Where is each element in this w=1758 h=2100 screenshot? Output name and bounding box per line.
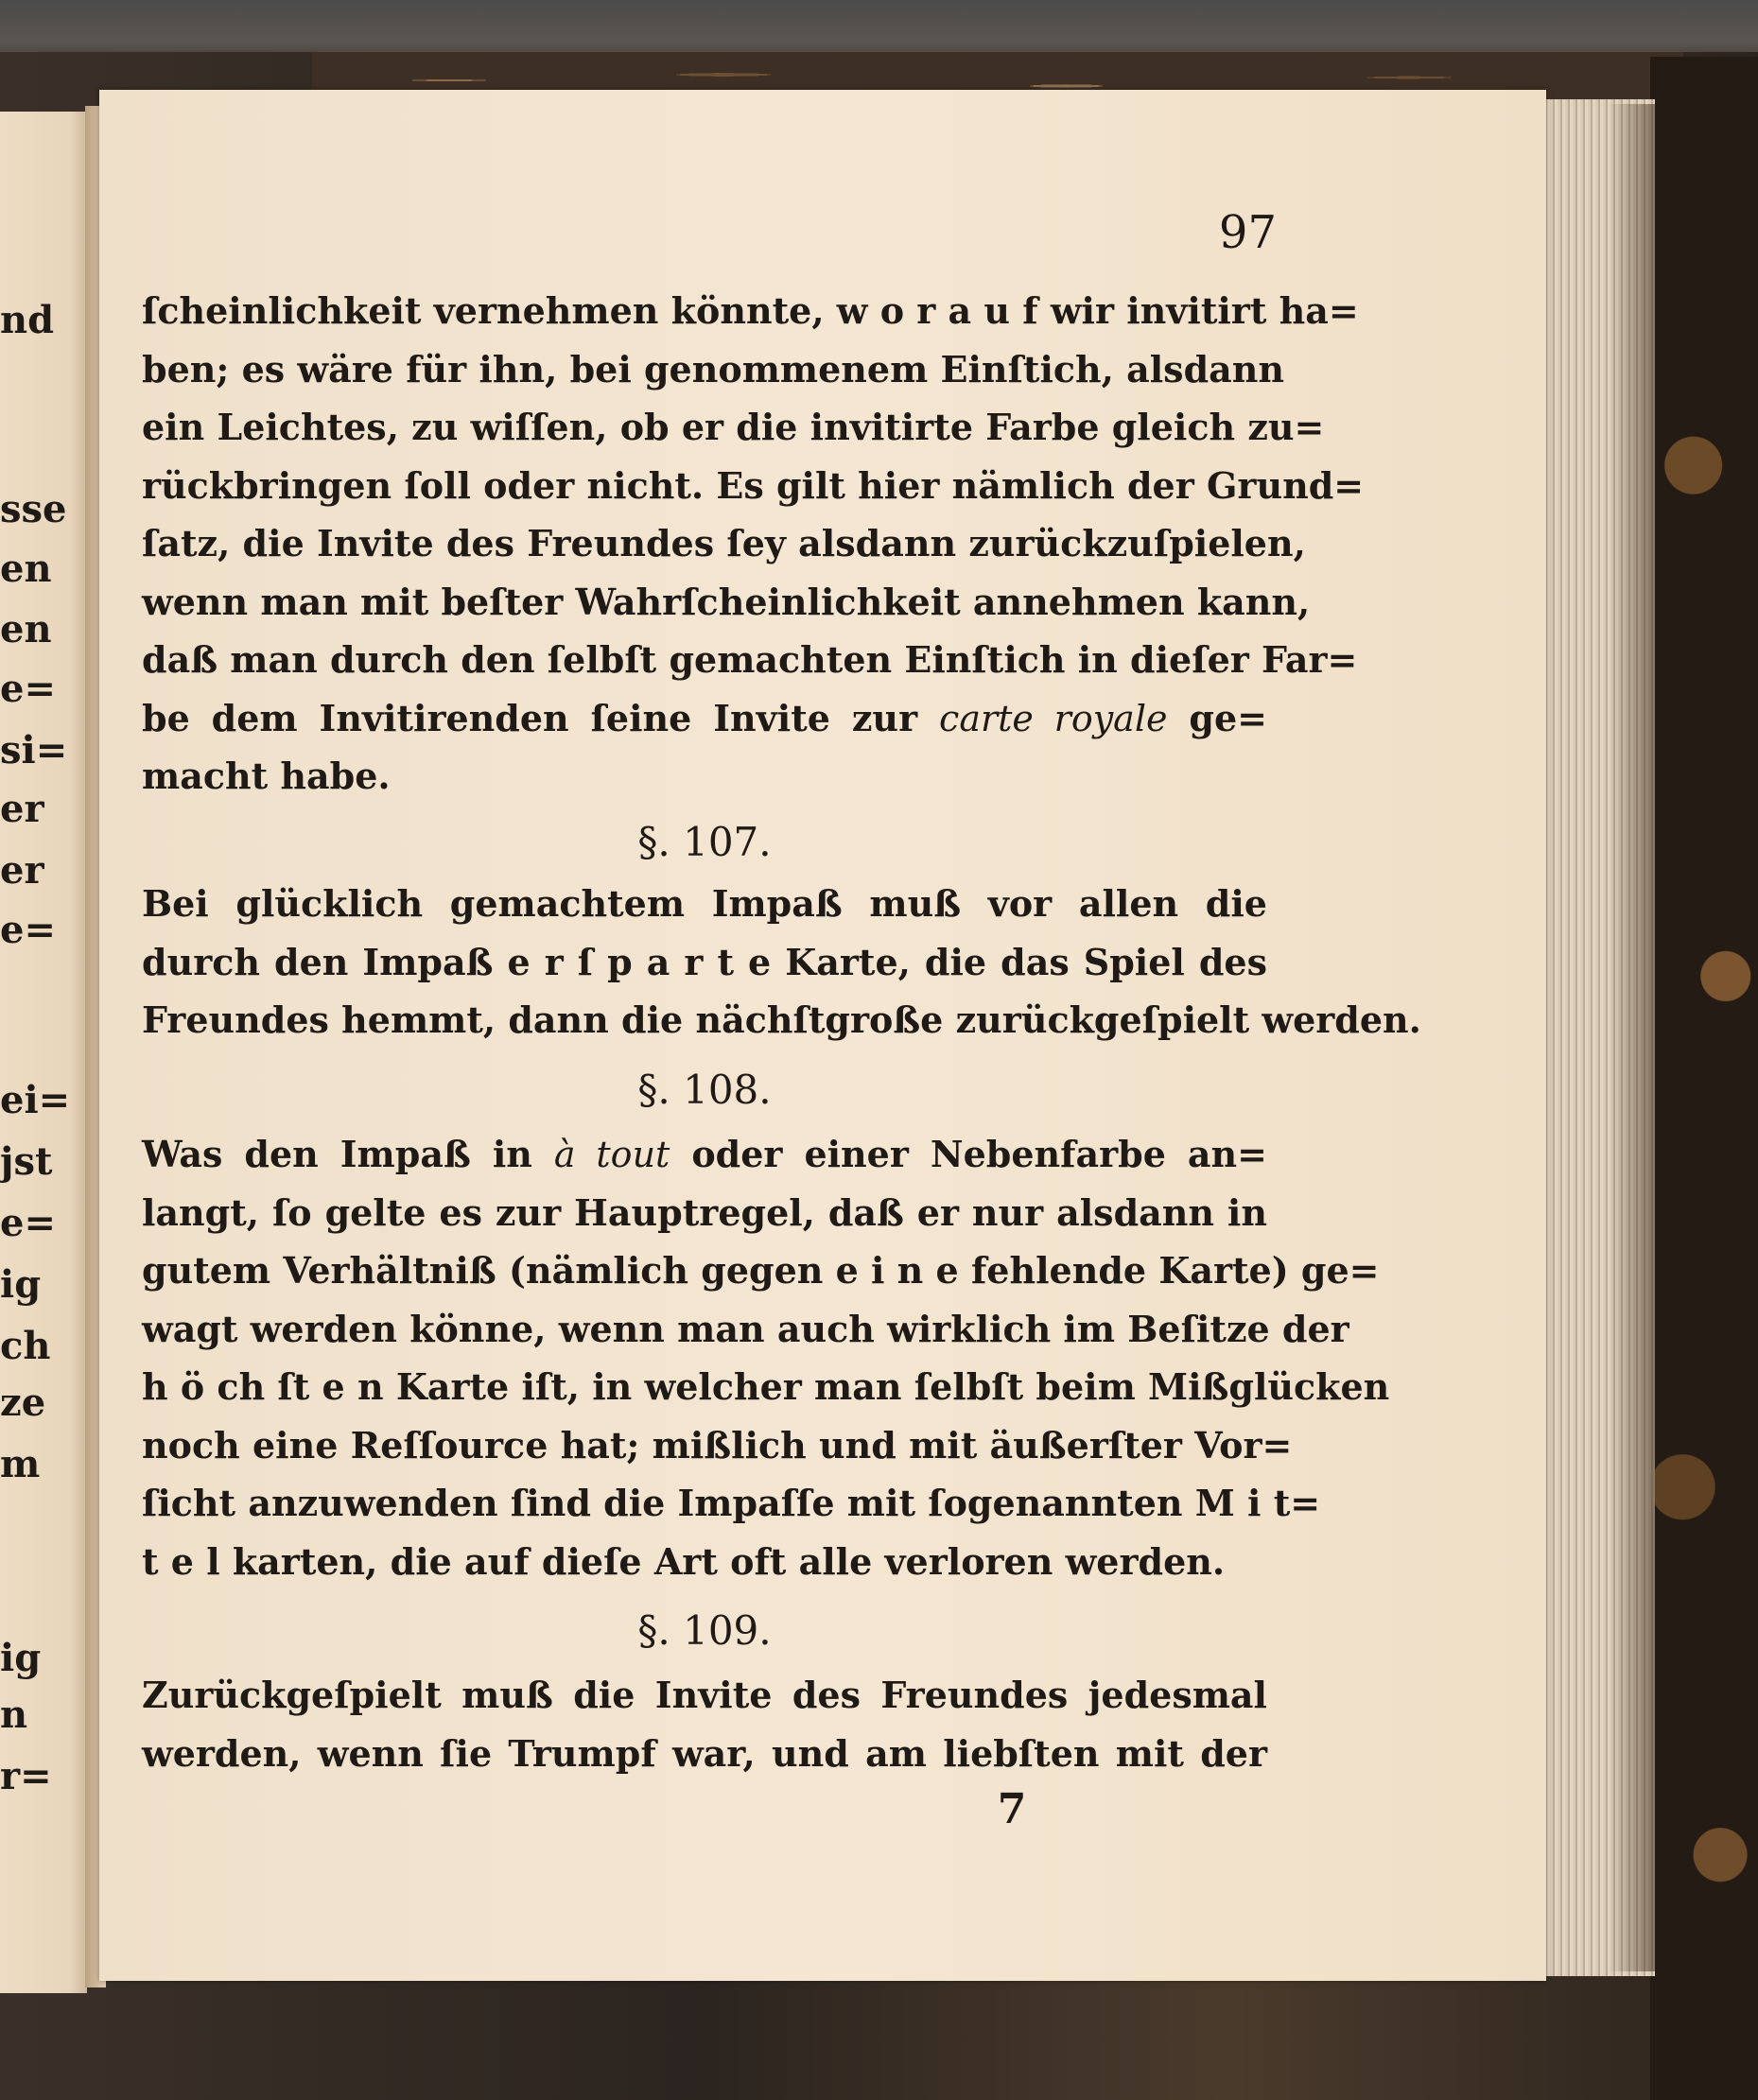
section-heading-109: §. 109. (637, 1607, 772, 1654)
text-line: gutem Verhältniß (nämlich gegen e i n e fehlende Karte) ge= (142, 1249, 1380, 1292)
text-line: langt, ſo gelte es zur Hauptregel, daß er nur alsdann in (142, 1190, 1267, 1234)
text-line: ben; es wäre für ihn, bei genommenem Einſtich, alsdann (142, 347, 1285, 390)
signature-mark: 7 (997, 1785, 1027, 1833)
text-line: Bei glücklich gemachtem Impaß muß vor allen die (142, 882, 1267, 925)
previous-page-fragment: er (0, 787, 44, 831)
previous-page-fragment: ch (0, 1324, 51, 1368)
text-line: daß man durch den ſelbſt gemachten Einſtich in dieſer Far= (142, 638, 1358, 681)
previous-page-fragment: ig (0, 1636, 42, 1680)
previous-page-fragment: m (0, 1442, 41, 1486)
previous-page-fragment: e= (0, 908, 56, 952)
text-line: ein Leichtes, zu wiſſen, ob er die invitirte Farbe gleich zu= (142, 406, 1325, 448)
text-segment: Was den Impaß in (142, 1133, 532, 1175)
text-line-mixed (142, 689, 1267, 748)
page-number: 97 (1218, 206, 1277, 259)
paragraph-3 (142, 1125, 1390, 1590)
text-line: Freundes hemmt, dann die nächſtgroße zurückgeſpielt werden. (142, 998, 1421, 1041)
previous-page-fragment: en (0, 607, 52, 651)
text-line: t e l karten, die auf dieſe Art oft alle verloren werden. (142, 1539, 1226, 1583)
text-line: ſcheinlichkeit vernehmen könnte, w o r a u f wir invitirt ha= (142, 289, 1359, 332)
text-line: ſatz, die Invite des Freundes ſey alsdann zurückzuſpielen, (142, 522, 1306, 564)
previous-page-fragment: e= (0, 1201, 56, 1245)
previous-page-edge (0, 112, 87, 1993)
text-line: ſicht anzuwenden ſind die Impaſſe mit ſogenannten M i t= (142, 1482, 1321, 1524)
paragraph-1 (142, 282, 1365, 806)
previous-page-fragment: er (0, 848, 44, 893)
previous-page-fragment: si= (0, 728, 68, 772)
text-line: werden, wenn ſie Trumpf war, und am liebſten mit der (142, 1731, 1267, 1775)
text-line: noch eine Reſſource hat; mißlich und mit äußerſter Vor= (142, 1423, 1293, 1467)
previous-page-fragment: r= (0, 1754, 52, 1798)
previous-page-fragment: ig (0, 1262, 42, 1307)
previous-page-fragment: nd (0, 298, 55, 342)
text-line: wagt werden könne, wenn man auch wirklich im Beſitze der (142, 1307, 1349, 1350)
text-line: durch den Impaß e r ſ p a r t e Karte, die das Spiel des (142, 940, 1267, 983)
previous-page-fragment: sse (0, 487, 67, 531)
previous-page-fragment: n (0, 1692, 28, 1737)
section-heading-108: §. 108. (637, 1067, 772, 1113)
text-segment: be dem Invitirenden ſeine Invite zur (142, 696, 918, 739)
previous-page-fragment: jst (0, 1139, 53, 1184)
text-line: wenn man mit beſter Wahrſcheinlichkeit annehmen kann, (142, 580, 1311, 623)
page-edge-shadow (1608, 104, 1655, 1971)
paragraph-4 (142, 1666, 1267, 1782)
text-line: h ö ch ſt e n Karte iſt, in welcher man ſelbſt beim Mißglücken (142, 1365, 1390, 1408)
italic-term: à tout (553, 1134, 670, 1175)
paragraph-2 (142, 875, 1421, 1050)
text-segment: oder einer Nebenfarbe an= (691, 1133, 1268, 1175)
section-heading-107: §. 107. (637, 819, 772, 865)
text-line: macht habe. (142, 755, 391, 797)
text-line-mixed (142, 1125, 1267, 1184)
previous-page-fragment: e= (0, 667, 56, 711)
marbled-cover-right (1650, 57, 1758, 2100)
previous-page-fragment: en (0, 547, 52, 591)
text-line: rückbringen ſoll oder nicht. Es gilt hier nämlich der Grund= (142, 463, 1365, 507)
previous-page-fragment: ei= (0, 1078, 71, 1122)
text-line: Zurückgeſpielt muß die Invite des Freundes jedesmal (142, 1674, 1267, 1716)
italic-term: carte royale (939, 697, 1168, 739)
text-segment: ge= (1189, 696, 1268, 739)
previous-page-fragment: ze (0, 1380, 46, 1425)
